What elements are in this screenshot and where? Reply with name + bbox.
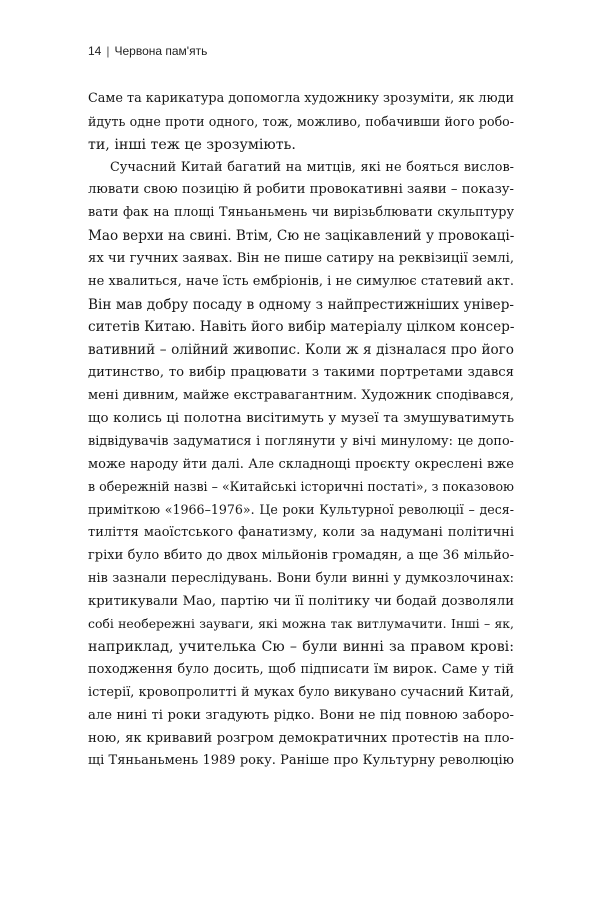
- text-line: приміткою «1966–1976». Це роки Культурної революції – деся-: [88, 502, 514, 518]
- text-line: походження було досить, щоб підписати їм вирок. Саме у тій: [88, 662, 514, 678]
- header-separator: |: [106, 44, 110, 58]
- text-line: йдуть одне проти одного, тож, можливо, побачивши його робо-: [88, 113, 514, 129]
- text-line: собі необережні зауваги, які можна так витлумачити. Інші – як,: [88, 616, 514, 632]
- text-line: не хвалиться, наче їсть ембріонів, і не симулює статевий акт.: [88, 273, 514, 289]
- text-line: дитинство, то вибір працювати з такими портретами здався: [88, 365, 514, 381]
- text-line: нів зазнали переслідувань. Вони були винні у думкозлочинах:: [88, 570, 514, 586]
- text-line: критикували Мао, партію чи її політику чи бодай дозволяли: [88, 593, 514, 609]
- text-line: істерії, кровопролитті й муках було викувано сучасний Китай,: [88, 684, 514, 700]
- text-line: ною, як кривавий розгром демократичних протестів на пло-: [88, 730, 514, 746]
- text-line: Мао верхи на свині. Втім, Сю не зацікавлений у провокаці-: [88, 228, 515, 245]
- text-line: ситетів Китаю. Навіть його вибір матеріалу цілком консер-: [88, 319, 515, 336]
- text-line: що колись ці полотна висітимуть у музеї та змушуватимуть: [88, 410, 514, 426]
- text-line: мені дивним, майже екстравагантним. Художник сподівався,: [88, 387, 514, 403]
- text-line: вати фак на площі Тяньаньмень чи вирізьблювати скульптуру: [88, 205, 514, 221]
- text-line: в обережній назві – «Китайські історичні постаті», з показовою: [88, 479, 514, 495]
- text-line: ях чи гучних заявах. Він не пише сатиру на реквізиції землі,: [88, 250, 515, 266]
- running-header: [88, 44, 207, 58]
- chapter-title: Червона пам'ять: [114, 44, 208, 58]
- text-line: відвідувачів задуматися і поглянути у вічі минулому: це допо-: [88, 433, 514, 449]
- page-number: 14: [88, 44, 102, 58]
- text-line: щі Тяньаньмень 1989 року. Раніше про Культурну революцію: [88, 753, 514, 769]
- text-line: Саме та карикатура допомогла художнику зрозуміти, як люди: [88, 91, 515, 106]
- text-line: лювати свою позицію й робити провокативні заяви – показу-: [88, 182, 514, 198]
- text-line: гріхи було вбито до двох мільйонів громадян, а ще 36 мільйо-: [88, 547, 514, 563]
- text-line: але нині ті роки згадують рідко. Вони не під повною заборо-: [88, 707, 514, 723]
- text-line: ти, інші теж це зрозуміють.: [88, 136, 296, 153]
- text-line: наприклад, учителька Сю – були винні за правом крові:: [88, 639, 514, 656]
- text-line: Сучасний Китай багатий на митців, які не бояться вислов-: [110, 159, 514, 175]
- text-line: може народу йти далі. Але складнощі проєкту окреслені вже: [88, 456, 514, 472]
- text-line: Він мав добру посаду в одному з найпрестижніших універ-: [88, 296, 514, 313]
- body-text: [88, 88, 514, 773]
- text-line: вативний – олійний живопис. Коли ж я дізналася про його: [88, 342, 514, 359]
- text-line: тиліття маоїстського фанатизму, коли за надумані політичні: [88, 525, 514, 541]
